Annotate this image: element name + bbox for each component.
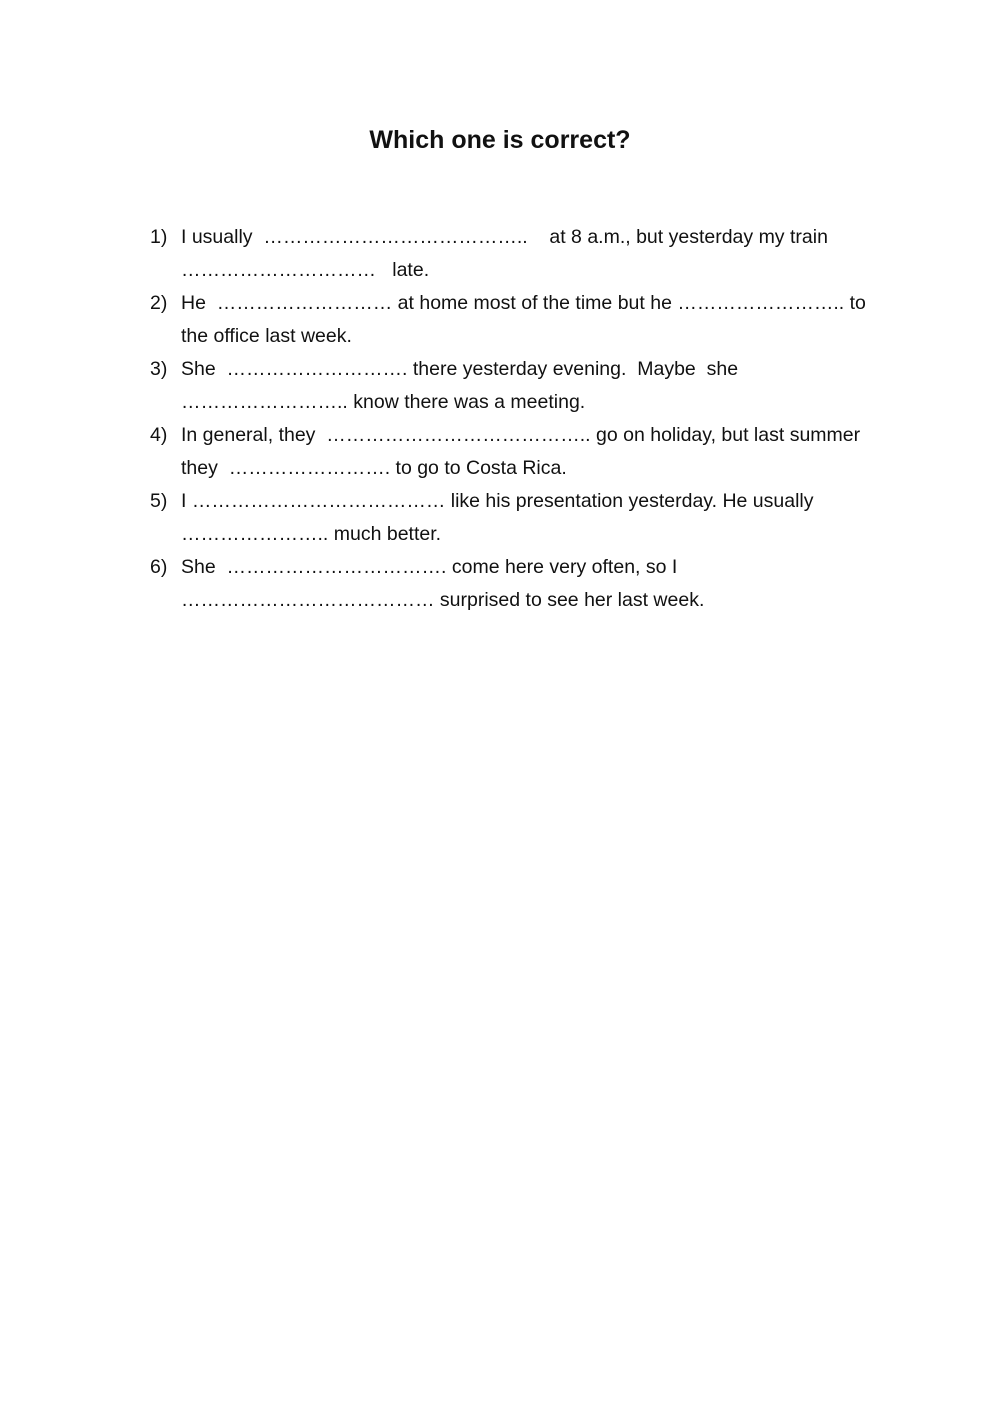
sentence-line: She ……………………………. come here very often, so I xyxy=(181,556,678,578)
sentence-line: ………………………… late. xyxy=(181,259,430,281)
sentence-line: I ………………………………… like his presentation yesterday. He usually xyxy=(181,490,814,512)
item-number: 1) xyxy=(150,226,168,248)
exercise-item-4 xyxy=(150,419,880,485)
sentence-line: In general, they ………………………………….. go on holiday, but last summer xyxy=(181,424,861,446)
item-number: 3) xyxy=(150,358,168,380)
sentence-line: ………………………………… surprised to see her last week. xyxy=(181,589,705,611)
item-number: 5) xyxy=(150,490,168,512)
exercise-item-3 xyxy=(150,353,880,419)
item-number: 4) xyxy=(150,424,168,446)
exercise-list xyxy=(150,221,880,617)
exercise-item-5 xyxy=(150,485,880,551)
sentence-line: I usually ………………………………….. at 8 a.m., but yesterday my train xyxy=(181,226,828,248)
exercise-item-1 xyxy=(150,221,880,287)
sentence-line: …………………….. know there was a meeting. xyxy=(181,391,586,413)
sentence-line: they ……………………. to go to Costa Rica. xyxy=(181,457,567,479)
page-title: Which one is correct? xyxy=(369,126,631,154)
exercise-item-2 xyxy=(150,287,880,353)
exercise-item-6 xyxy=(150,551,880,617)
sentence-line: the office last week. xyxy=(181,325,352,347)
item-number: 6) xyxy=(150,556,168,578)
sentence-line: She ………………………. there yesterday evening. Maybe she xyxy=(181,358,739,380)
sentence-line: He ……………………… at home most of the time but he …………………….. to xyxy=(181,292,866,314)
sentence-line: ………………….. much better. xyxy=(181,523,442,545)
item-number: 2) xyxy=(150,292,168,314)
